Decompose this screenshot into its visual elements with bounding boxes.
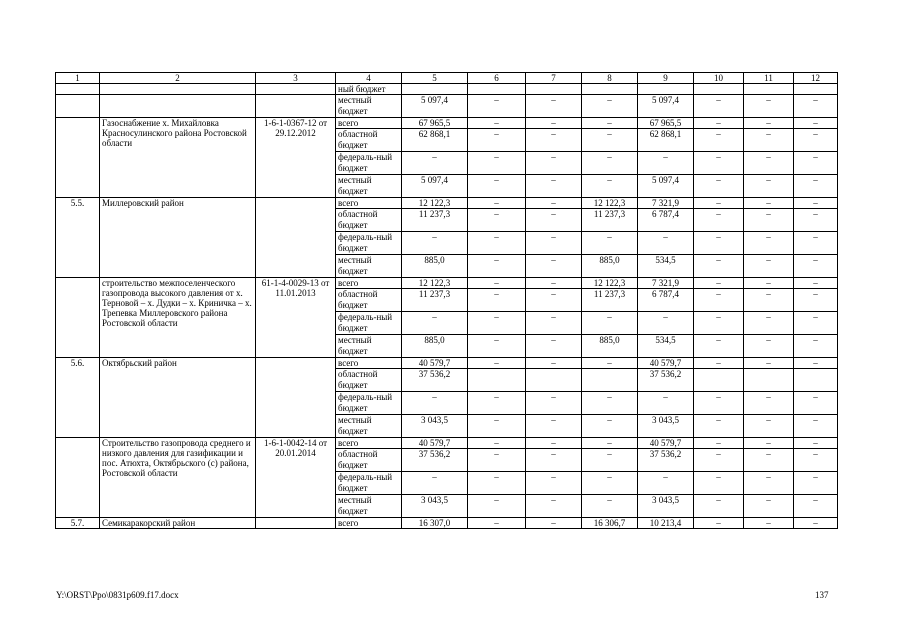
cell-value: – bbox=[744, 152, 794, 175]
header-cell: 9 bbox=[638, 73, 694, 84]
cell-value: – bbox=[744, 472, 794, 495]
cell-value bbox=[402, 84, 468, 95]
cell-value: – bbox=[744, 335, 794, 358]
cell-value: – bbox=[582, 232, 638, 255]
cell-value: – bbox=[794, 232, 838, 255]
cell-value: – bbox=[694, 415, 744, 438]
cell-value: – bbox=[468, 358, 526, 369]
cell-value: – bbox=[582, 129, 638, 152]
cell-value: 3 043,5 bbox=[638, 415, 694, 438]
cell-value: – bbox=[694, 232, 744, 255]
cell-value: – bbox=[582, 358, 638, 369]
cell-value: – bbox=[694, 312, 744, 335]
cell-value: 7 321,9 bbox=[638, 198, 694, 209]
table-row bbox=[56, 278, 838, 289]
cell-source: местный бюджет bbox=[336, 175, 402, 198]
cell-num: 5.7. bbox=[56, 518, 100, 529]
cell-name bbox=[100, 95, 256, 118]
cell-value: – bbox=[402, 472, 468, 495]
header-cell: 1 bbox=[56, 73, 100, 84]
cell-value: 40 579,7 bbox=[402, 358, 468, 369]
cell-source: местный бюджет bbox=[336, 335, 402, 358]
cell-value: – bbox=[694, 518, 744, 529]
cell-value: – bbox=[694, 95, 744, 118]
cell-value: 40 579,7 bbox=[638, 438, 694, 449]
cell-value: 534,5 bbox=[638, 335, 694, 358]
cell-source: местный бюджет bbox=[336, 415, 402, 438]
cell-source: всего bbox=[336, 118, 402, 129]
cell-value: 16 307,0 bbox=[402, 518, 468, 529]
cell-value: – bbox=[402, 312, 468, 335]
cell-value: – bbox=[794, 129, 838, 152]
cell-num: 5.5. bbox=[56, 198, 100, 278]
cell-value: – bbox=[582, 415, 638, 438]
cell-value: – bbox=[582, 449, 638, 472]
cell-value: 11 237,3 bbox=[582, 209, 638, 232]
cell-value: 11 237,3 bbox=[582, 289, 638, 312]
cell-value: – bbox=[526, 472, 582, 495]
cell-value: 885,0 bbox=[402, 255, 468, 278]
cell-value bbox=[744, 84, 794, 95]
cell-value: 37 536,2 bbox=[402, 369, 468, 392]
cell-value: – bbox=[794, 495, 838, 518]
cell-value: – bbox=[638, 312, 694, 335]
cell-value: 7 321,9 bbox=[638, 278, 694, 289]
cell-value: 6 787,4 bbox=[638, 209, 694, 232]
cell-code bbox=[256, 518, 336, 529]
cell-value: 3 043,5 bbox=[638, 495, 694, 518]
cell-value: – bbox=[582, 472, 638, 495]
cell-source: федераль-ный бюджет bbox=[336, 152, 402, 175]
cell-value: – bbox=[526, 495, 582, 518]
cell-value: – bbox=[638, 232, 694, 255]
cell-value: – bbox=[526, 358, 582, 369]
cell-num: 5.6. bbox=[56, 358, 100, 438]
header-cell: 12 bbox=[794, 73, 838, 84]
cell-value: – bbox=[794, 472, 838, 495]
cell-source: федераль-ный бюджет bbox=[336, 392, 402, 415]
cell-value: – bbox=[744, 118, 794, 129]
table-row bbox=[56, 118, 838, 129]
cell-value: – bbox=[468, 129, 526, 152]
cell-value: – bbox=[526, 518, 582, 529]
cell-source: областной бюджет bbox=[336, 369, 402, 392]
cell-num bbox=[56, 95, 100, 118]
cell-value: – bbox=[794, 152, 838, 175]
cell-value: – bbox=[694, 472, 744, 495]
cell-value: 885,0 bbox=[582, 335, 638, 358]
cell-value: 11 237,3 bbox=[402, 289, 468, 312]
cell-value bbox=[468, 369, 526, 392]
cell-source: всего bbox=[336, 358, 402, 369]
cell-num bbox=[56, 118, 100, 198]
cell-value: – bbox=[694, 358, 744, 369]
cell-source: областной бюджет bbox=[336, 209, 402, 232]
cell-value: – bbox=[468, 232, 526, 255]
cell-value: – bbox=[694, 278, 744, 289]
header-cell: 6 bbox=[468, 73, 526, 84]
cell-value: – bbox=[794, 175, 838, 198]
cell-value: – bbox=[526, 129, 582, 152]
cell-value: – bbox=[582, 152, 638, 175]
cell-name: Семикаракорский район bbox=[100, 518, 256, 529]
cell-value: – bbox=[468, 335, 526, 358]
cell-source: местный бюджет bbox=[336, 495, 402, 518]
cell-value: 5 097,4 bbox=[402, 175, 468, 198]
cell-value: 16 306,7 bbox=[582, 518, 638, 529]
cell-code: 61-1-4-0029-13 от 11.01.2013 bbox=[256, 278, 336, 358]
cell-value bbox=[582, 84, 638, 95]
cell-name: Газоснабжение х. Михайловка Красносулинского района Ростовской области bbox=[100, 118, 256, 198]
header-row bbox=[56, 73, 838, 84]
cell-value: – bbox=[794, 449, 838, 472]
cell-source: областной бюджет bbox=[336, 289, 402, 312]
cell-value: – bbox=[526, 118, 582, 129]
cell-value: 5 097,4 bbox=[638, 95, 694, 118]
cell-value: – bbox=[794, 198, 838, 209]
table-row bbox=[56, 84, 838, 95]
cell-value bbox=[582, 369, 638, 392]
cell-value: – bbox=[794, 518, 838, 529]
cell-value: – bbox=[582, 312, 638, 335]
cell-value: – bbox=[744, 312, 794, 335]
cell-value: – bbox=[744, 198, 794, 209]
cell-value: – bbox=[468, 415, 526, 438]
cell-name: строительство межпоселенческого газопровода высокого давления от х. Терновой – х. Дудки – х. Криничка – х. Трепевка Миллеровского района Ростовской области bbox=[100, 278, 256, 358]
cell-code: 1-6-1-0042-14 от 20.01.2014 bbox=[256, 438, 336, 518]
cell-value: – bbox=[744, 129, 794, 152]
cell-value: – bbox=[468, 209, 526, 232]
cell-value: – bbox=[794, 95, 838, 118]
cell-value: – bbox=[468, 278, 526, 289]
cell-value: – bbox=[694, 152, 744, 175]
header-cell: 10 bbox=[694, 73, 744, 84]
cell-value: – bbox=[526, 209, 582, 232]
cell-source: местный бюджет bbox=[336, 255, 402, 278]
cell-value bbox=[744, 369, 794, 392]
footer-page-number: 137 bbox=[815, 590, 829, 600]
cell-value: 62 868,1 bbox=[638, 129, 694, 152]
cell-value: 40 579,7 bbox=[402, 438, 468, 449]
cell-value: – bbox=[526, 232, 582, 255]
cell-value: – bbox=[468, 198, 526, 209]
cell-source: всего bbox=[336, 278, 402, 289]
cell-value: – bbox=[582, 118, 638, 129]
cell-name bbox=[100, 84, 256, 95]
cell-value: – bbox=[744, 209, 794, 232]
cell-name: Миллеровский район bbox=[100, 198, 256, 278]
cell-num bbox=[56, 438, 100, 518]
cell-value: – bbox=[794, 118, 838, 129]
cell-value: 885,0 bbox=[582, 255, 638, 278]
cell-value: – bbox=[582, 175, 638, 198]
cell-value: 40 579,7 bbox=[638, 358, 694, 369]
cell-value bbox=[794, 369, 838, 392]
cell-value: – bbox=[794, 209, 838, 232]
cell-value: – bbox=[468, 312, 526, 335]
cell-value: – bbox=[794, 392, 838, 415]
cell-code bbox=[256, 95, 336, 118]
cell-value: – bbox=[744, 175, 794, 198]
cell-value: – bbox=[794, 278, 838, 289]
cell-value: – bbox=[582, 392, 638, 415]
cell-value: – bbox=[694, 209, 744, 232]
cell-value: – bbox=[526, 278, 582, 289]
cell-value: 6 787,4 bbox=[638, 289, 694, 312]
header-cell: 5 bbox=[402, 73, 468, 84]
cell-source: всего bbox=[336, 438, 402, 449]
cell-value: – bbox=[694, 449, 744, 472]
cell-value: – bbox=[694, 175, 744, 198]
cell-source: федераль-ный бюджет bbox=[336, 232, 402, 255]
cell-value: – bbox=[694, 392, 744, 415]
cell-value: – bbox=[794, 335, 838, 358]
cell-value: – bbox=[402, 232, 468, 255]
cell-value: – bbox=[638, 152, 694, 175]
table-row bbox=[56, 95, 838, 118]
header-cell: 2 bbox=[100, 73, 256, 84]
cell-code bbox=[256, 198, 336, 278]
table-row bbox=[56, 518, 838, 529]
cell-value: 67 965,5 bbox=[638, 118, 694, 129]
header-cell: 3 bbox=[256, 73, 336, 84]
cell-value: – bbox=[638, 392, 694, 415]
cell-value: – bbox=[526, 312, 582, 335]
cell-value: – bbox=[582, 95, 638, 118]
cell-value: – bbox=[402, 392, 468, 415]
header-cell: 4 bbox=[336, 73, 402, 84]
cell-value: 12 122,3 bbox=[582, 198, 638, 209]
header-cell: 8 bbox=[582, 73, 638, 84]
cell-value: 67 965,5 bbox=[402, 118, 468, 129]
cell-value: – bbox=[744, 358, 794, 369]
cell-value: – bbox=[694, 438, 744, 449]
cell-value: – bbox=[468, 175, 526, 198]
cell-code bbox=[256, 358, 336, 438]
cell-value: – bbox=[744, 415, 794, 438]
cell-value: – bbox=[744, 278, 794, 289]
table-row bbox=[56, 358, 838, 369]
header-cell: 7 bbox=[526, 73, 582, 84]
cell-value bbox=[694, 369, 744, 392]
cell-name: Октябрьский район bbox=[100, 358, 256, 438]
cell-value: 37 536,2 bbox=[402, 449, 468, 472]
cell-value: – bbox=[794, 358, 838, 369]
cell-value: 12 122,3 bbox=[582, 278, 638, 289]
cell-value: – bbox=[582, 495, 638, 518]
cell-value: – bbox=[744, 449, 794, 472]
cell-value: – bbox=[468, 118, 526, 129]
cell-value: – bbox=[694, 129, 744, 152]
cell-value: – bbox=[526, 438, 582, 449]
cell-value: – bbox=[526, 449, 582, 472]
cell-value: – bbox=[582, 438, 638, 449]
cell-source: всего bbox=[336, 518, 402, 529]
table-row bbox=[56, 438, 838, 449]
cell-value bbox=[794, 84, 838, 95]
cell-value: – bbox=[744, 255, 794, 278]
cell-value bbox=[468, 84, 526, 95]
cell-value: – bbox=[794, 255, 838, 278]
cell-value: 62 868,1 bbox=[402, 129, 468, 152]
cell-value: – bbox=[468, 255, 526, 278]
cell-value: – bbox=[794, 415, 838, 438]
cell-value: – bbox=[526, 175, 582, 198]
cell-value bbox=[638, 84, 694, 95]
cell-value: – bbox=[468, 95, 526, 118]
cell-value: 5 097,4 bbox=[402, 95, 468, 118]
cell-value: – bbox=[694, 255, 744, 278]
table-row bbox=[56, 198, 838, 209]
cell-value: – bbox=[744, 289, 794, 312]
cell-value: 885,0 bbox=[402, 335, 468, 358]
cell-value: 11 237,3 bbox=[402, 209, 468, 232]
budget-table bbox=[55, 72, 838, 529]
cell-source: всего bbox=[336, 198, 402, 209]
cell-value: 37 536,2 bbox=[638, 449, 694, 472]
cell-value: 3 043,5 bbox=[402, 495, 468, 518]
cell-value: – bbox=[468, 289, 526, 312]
cell-value: – bbox=[526, 392, 582, 415]
cell-num bbox=[56, 84, 100, 95]
cell-name: Строительство газопровода среднего и низкого давления для газификации и пос. Атюхта, Октябрьского (с) района, Ростовской области bbox=[100, 438, 256, 518]
cell-value: – bbox=[468, 518, 526, 529]
cell-value: 3 043,5 bbox=[402, 415, 468, 438]
cell-value: – bbox=[694, 289, 744, 312]
cell-value: – bbox=[744, 95, 794, 118]
cell-value: – bbox=[468, 449, 526, 472]
cell-value: – bbox=[694, 198, 744, 209]
cell-value: 37 536,2 bbox=[638, 369, 694, 392]
cell-value: – bbox=[744, 518, 794, 529]
cell-value: – bbox=[638, 472, 694, 495]
cell-value: – bbox=[526, 152, 582, 175]
cell-value bbox=[694, 84, 744, 95]
cell-value: – bbox=[526, 289, 582, 312]
cell-value: – bbox=[526, 95, 582, 118]
cell-value: 534,5 bbox=[638, 255, 694, 278]
cell-value: 5 097,4 bbox=[638, 175, 694, 198]
cell-value: – bbox=[794, 312, 838, 335]
cell-value: – bbox=[744, 438, 794, 449]
cell-value: – bbox=[468, 392, 526, 415]
cell-code: 1-6-1-0367-12 от 29.12.2012 bbox=[256, 118, 336, 198]
cell-value: – bbox=[526, 255, 582, 278]
cell-value: – bbox=[468, 438, 526, 449]
cell-source: ный бюджет bbox=[336, 84, 402, 95]
cell-value: – bbox=[402, 152, 468, 175]
cell-source: областной бюджет bbox=[336, 449, 402, 472]
cell-value bbox=[526, 369, 582, 392]
footer-file-path: Y:\ORST\Ppo\0831p609.f17.docx bbox=[56, 590, 179, 600]
cell-value: – bbox=[694, 495, 744, 518]
cell-value: – bbox=[468, 495, 526, 518]
cell-num bbox=[56, 278, 100, 358]
cell-value: 10 213,4 bbox=[638, 518, 694, 529]
cell-source: федераль-ный бюджет bbox=[336, 472, 402, 495]
cell-value: – bbox=[794, 438, 838, 449]
cell-value: – bbox=[468, 472, 526, 495]
table-body bbox=[56, 73, 838, 529]
cell-value: 12 122,3 bbox=[402, 278, 468, 289]
cell-value: – bbox=[744, 495, 794, 518]
cell-value: – bbox=[694, 118, 744, 129]
cell-value: – bbox=[526, 415, 582, 438]
cell-value: – bbox=[694, 335, 744, 358]
cell-value: – bbox=[468, 152, 526, 175]
cell-value bbox=[526, 84, 582, 95]
cell-value: 12 122,3 bbox=[402, 198, 468, 209]
header-cell: 11 bbox=[744, 73, 794, 84]
cell-source: местный бюджет bbox=[336, 95, 402, 118]
cell-value: – bbox=[526, 198, 582, 209]
cell-value: – bbox=[744, 392, 794, 415]
cell-code bbox=[256, 84, 336, 95]
cell-value: – bbox=[794, 289, 838, 312]
cell-source: федераль-ный бюджет bbox=[336, 312, 402, 335]
cell-value: – bbox=[526, 335, 582, 358]
cell-source: областной бюджет bbox=[336, 129, 402, 152]
cell-value: – bbox=[744, 232, 794, 255]
